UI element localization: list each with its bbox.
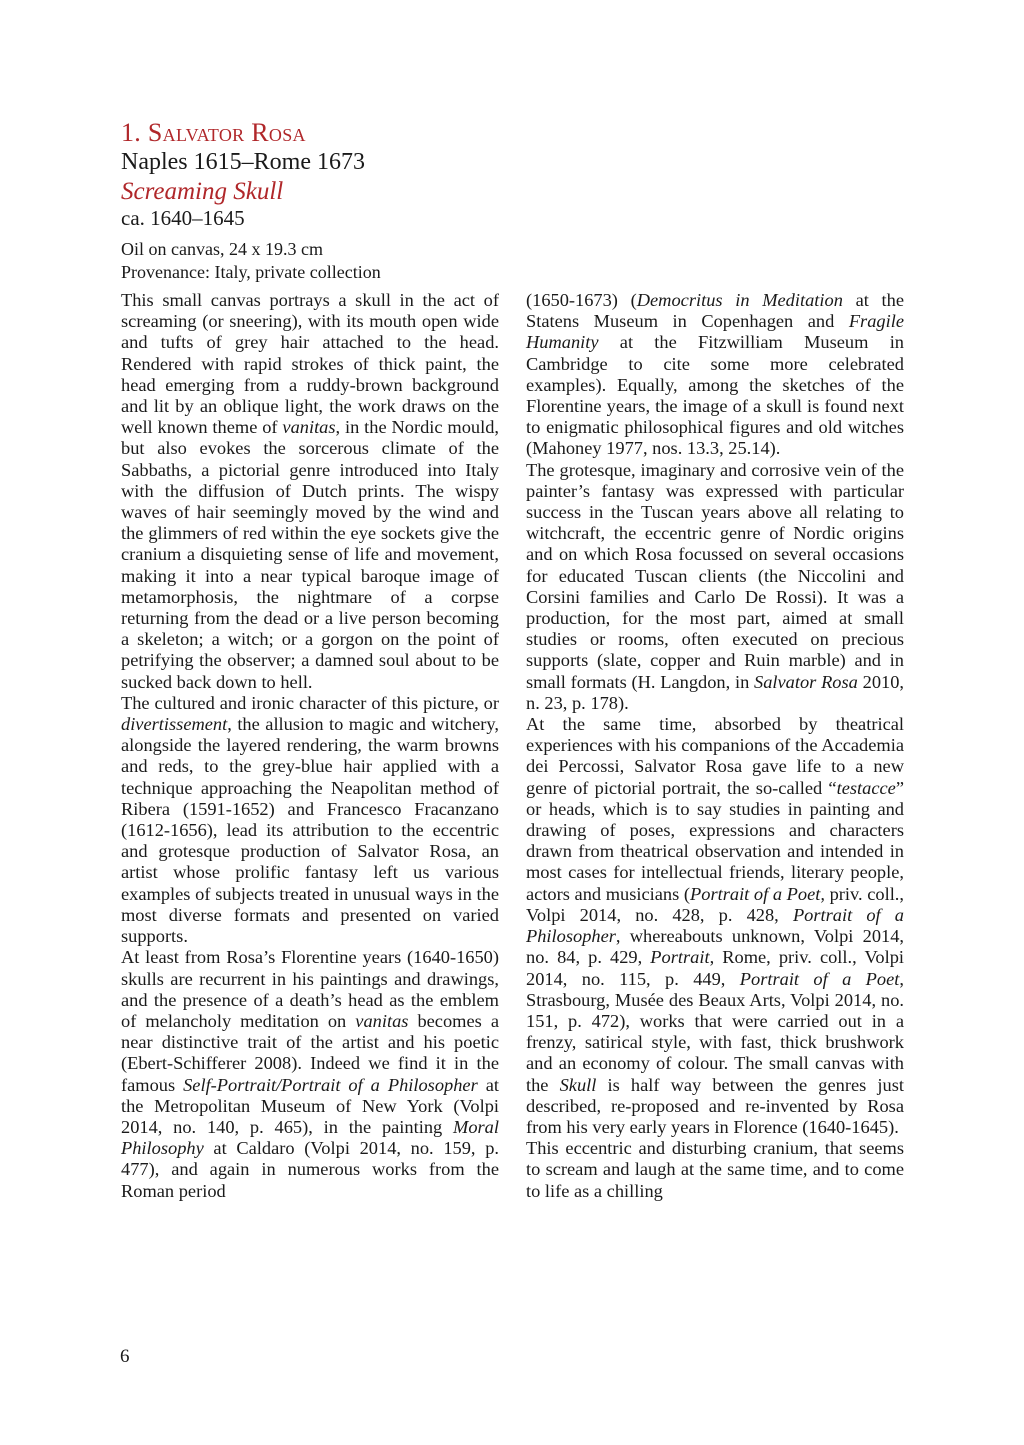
text-run: at the Fitzwilliam Museum in Cambridge to cite some more celebrated examples). Equally, among the sketches of the Florentine years, the image of a skull is found next to enigmatic philosophical figures and old witches (Mahoney 1977, nos. 13.3, 25.14). (526, 332, 904, 459)
italic-run: testacce (836, 777, 896, 798)
italic-run: Portrait of a Philosopher (526, 904, 904, 947)
text-run: , Strasbourg, Musée des Beaux Arts, Volpi 2014, no. 151, p. 472), works that were carried out in a frenzy, satirical style, with fast, thick brushwork and an economy of colour. The small canvas with the (526, 968, 904, 1095)
paragraph (121, 693, 499, 947)
paragraph (526, 460, 904, 714)
paragraph (526, 714, 904, 1138)
italic-run: Portrait (650, 947, 710, 968)
artwork-title: Screaming Skull (121, 178, 284, 205)
italic-run: Self-Portrait/Portrait of a Philosopher (183, 1074, 478, 1095)
text-run: The cultured and ironic character of this picture, or (121, 692, 499, 713)
artwork-medium: Oil on canvas, 24 x 19.3 cm (121, 239, 323, 259)
italic-run: vanitas (355, 1010, 409, 1031)
artist-name: Salvator Rosa (147, 118, 306, 147)
artwork-provenance: Provenance: Italy, private collection (121, 262, 381, 282)
artist-life-dates: Naples 1615–Rome 1673 (121, 149, 365, 175)
text-run: becomes a near distinctive trait of the artist and his poetic (Ebert-Schifferer 2008). Indeed we find it in the famous (121, 1010, 499, 1095)
text-run: At the same time, absorbed by theatrical experiences with his companions of the Accademia dei Percossi, Salvator Rosa gave life to a new genre of pictorial portrait, the so-called “ (526, 714, 904, 798)
text-run: At least from Rosa’s Florentine years (1640-1650) skulls are recurrent in his paintings and drawings, and the presence of a death’s head as the emblem of melancholy meditation on (121, 947, 499, 1031)
entry-number: 1. (121, 118, 148, 147)
text-run: , Rome, priv. coll., Volpi 2014, no. 115, p. 449, (526, 947, 904, 989)
text-run: ” or heads, which is to say studies in painting and drawing of poses, expressions and characters drawn from theatrical observation and intended in most cases for intellectual friends, literary people, actors and musicians ( (526, 777, 904, 904)
paragraph (526, 290, 904, 460)
text-run: at the Statens Museum in Copenhagen and (526, 290, 904, 332)
italic-run: vanitas (282, 417, 336, 438)
italic-run: Moral Philosophy (121, 1116, 499, 1159)
catalogue-entry-header (121, 118, 921, 284)
text-run: is half way between the genres just described, re-proposed and re-invented by Rosa from his very early years in Florence (1640-1645). (526, 1074, 904, 1137)
text-column-right (526, 290, 904, 1202)
italic-run: Fragile Humanity (526, 311, 904, 353)
text-run: at Caldaro (Volpi 2014, no. 159, p. 477), and again in numerous works from the Roman period (121, 1138, 499, 1201)
entry-title (121, 118, 921, 148)
artwork-date: ca. 1640–1645 (121, 206, 245, 230)
text-column-left (121, 290, 499, 1202)
text-run: The grotesque, imaginary and corrosive vein of the painter’s fantasy was expressed with particular success in the Tuscan years above all relating to witchcraft, the eccentric genre of Nordic origins and on which Rosa focussed on several occasions for educated Tuscan clients (the Niccolini and Corsini families and Carlo De Rossi). It was a production, for the most part, aimed at small studies or rooms, often executed on precious supports (slate, copper and Ruin marble) and in small formats (H. Langdon, in (526, 459, 904, 692)
italic-run: Salvator Rosa (754, 671, 858, 692)
italic-run: Skull (559, 1074, 597, 1095)
text-run: at the Metropolitan Museum of New York (Volpi 2014, no. 140, p. 465), in the painting (121, 1074, 499, 1137)
italic-run: Portrait of a Poet (739, 968, 900, 989)
paragraph (121, 290, 499, 693)
text-run: , in the Nordic mould, but also evokes the sorcerous climate of the Sabbaths, a pictorial genre introduced into Italy with the diffusion of Dutch prints. The wispy waves of hair seemingly moved by the wind and the glimmers of red within the eye sockets give the cranium a disquieting sense of life and movement, making it into a near typical baroque image of metamorphosis, the nightmare of a corpse returning from the dead or a live person becoming a skeleton; a witch; or a gorgon on the point of petrifying the observer; a damned soul about to be sucked back down to hell. (121, 417, 499, 692)
text-run: 2010, n. 23, p. 178). (526, 671, 904, 713)
italic-run: divertissement (121, 714, 228, 735)
page-number: 6 (120, 1346, 130, 1367)
text-run: , the allusion to magic and witchery, alongside the layered rendering, the warm browns and reds, to the grey-blue hair applied with a technique approaching the Neapolitan method of Ribera (1591-1652) and Francesco Fracanzano (1612-1656), lead its attribution to the eccentric and grotesque production of Salvator Rosa, an artist whose prolific fantasy left us various examples of subjects treated in unusual ways in the most diverse formats and presented on varied supports. (121, 714, 499, 947)
text-run: This small canvas portrays a skull in the act of screaming (or sneering), with its mouth open wide and tufts of grey hair attached to the head. Rendered with rapid strokes of thick paint, the head emerging from a ruddy-brown background and lit by an oblique light, the work draws on the well known theme of (121, 290, 499, 438)
text-run: (1650-1673) ( (526, 290, 637, 310)
italic-run: Portrait of a Poet, (690, 883, 825, 904)
text-run: priv. coll., Volpi 2014, no. 428, p. 428, (526, 883, 904, 925)
text-run: , whereabouts unknown, Volpi 2014, no. 84, p. 429, (526, 926, 904, 968)
paragraph (526, 1138, 904, 1202)
text-run: This eccentric and disturbing cranium, that seems to scream and laugh at the same time, and to come to life as a chilling (526, 1138, 904, 1201)
italic-run: Democritus in Meditation (636, 290, 843, 310)
paragraph (121, 947, 499, 1201)
